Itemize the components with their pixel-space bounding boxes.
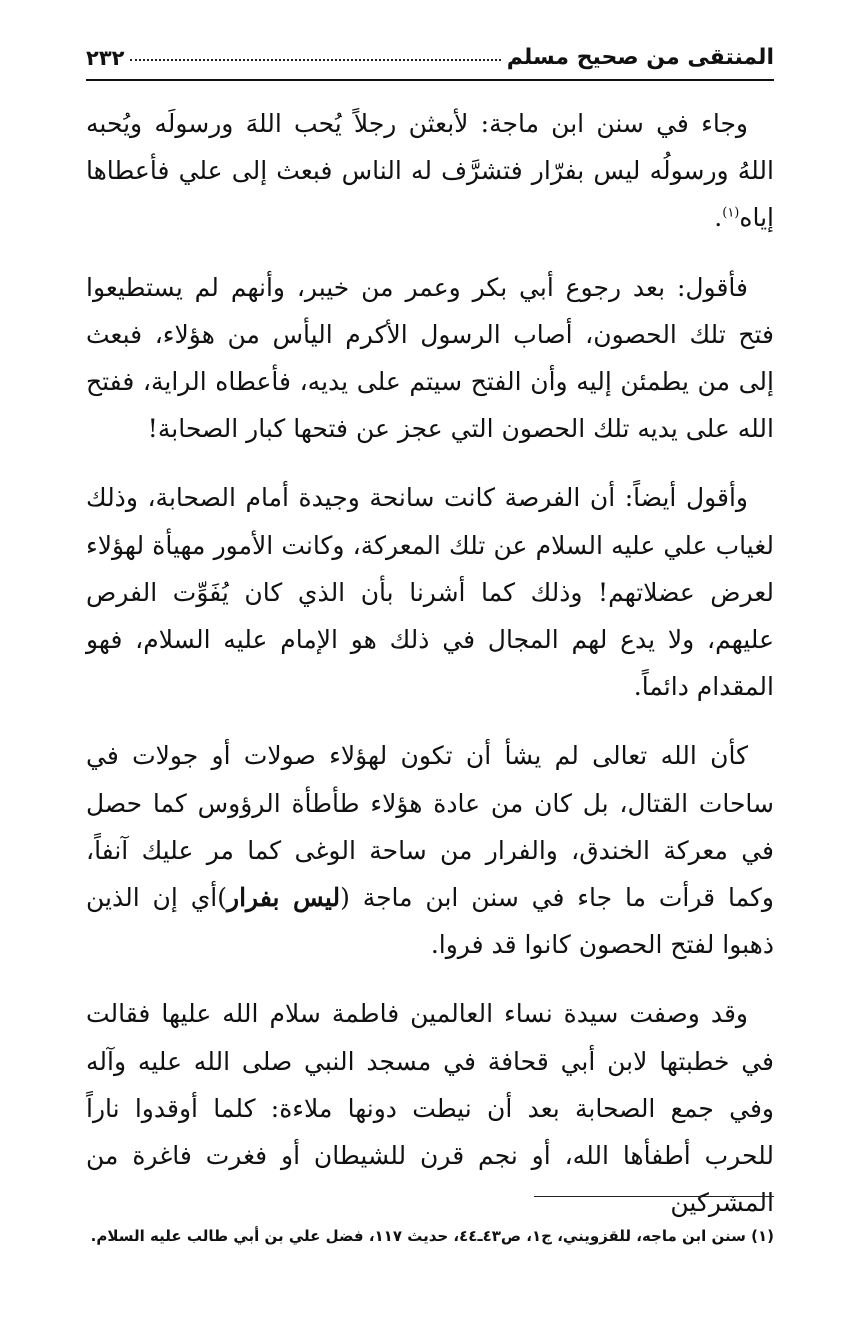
- paragraph-2: فأقول: بعد رجوع أبي بكر وعمر من خيبر، وأنهم لم يستطيعوا فتح تلك الحصون، أصاب الرسول الأكرم اليأس من هؤلاء، فبعث إلى من يطمئن إليه وأن الفتح سيتم على يديه، فأعطاه الراية، ففتح الله على يديه تلك الحصون التي عجز عن فتحها كبار الصحابة!: [86, 272, 774, 444]
- footnote-text: سنن ابن ماجه، للقزويني، ج١، ص٤٣ـ٤٤، حديث ١١٧، فضل علي بن أبي طالب عليه السلام.: [90, 1227, 746, 1245]
- footnote-rule: [534, 1196, 774, 1197]
- paragraph-4: [86, 732, 774, 968]
- footnote-number: (١): [751, 1227, 774, 1245]
- header-rule: [86, 79, 774, 81]
- main-text: [86, 100, 774, 1226]
- footnote: [86, 1224, 774, 1248]
- page-number: ٢٣٢: [86, 46, 125, 70]
- paragraph-4-bold-quote: ليس بفرار: [227, 883, 341, 913]
- header-leader-dots: [130, 59, 500, 61]
- paragraph-1-text: وجاء في سنن ابن ماجة: لأبعثن رجلاً يُحب اللهَ ورسولَه ويُحبه اللهُ ورسولُه ليس بفرّار فتشرَّف له الناس فبعث إلى علي فأعطاها إياه: [86, 109, 774, 233]
- paragraph-3: وأقول أيضاً: أن الفرصة كانت سانحة وجيدة أمام الصحابة، وذلك لغياب علي عليه السلام عن تلك المعركة، وكانت الأمور مهيأة لهؤلاء لعرض عضلاتهم! وذلك كما أشرنا بأن الذي كان يُفَوِّت الفرص عليهم، ولا يدع لهم المجال في ذلك هو الإمام عليه السلام، فهو المقدام دائماً.: [86, 483, 774, 702]
- paragraph-4-text: كأن الله تعالى لم يشأ أن تكون لهؤلاء صولات أو جولات في ساحات القتال، بل كان من عادة هؤلاء طأطأة الرؤوس كما حصل في معركة الخندق، والفرار من ساحة الوغى كما مر عليك آنفاً، وكما قرأت ما جاء في سنن ابن ماجة (: [86, 741, 775, 913]
- running-title: المنتقى من صحيح مسلم: [506, 45, 774, 70]
- paragraph-1-end: .: [714, 203, 723, 233]
- paragraph-1: [86, 100, 774, 242]
- paragraph-4-end: )أي إن الذين ذهبوا لفتح الحصون كانوا قد فروا.: [86, 883, 774, 960]
- running-header: [86, 30, 774, 70]
- paragraph-5: وقد وصفت سيدة نساء العالمين فاطمة سلام الله عليها فقالت في خطبتها لابن أبي قحافة في مسجد النبي صلى الله عليه وآله وفي جمع الصحابة بعد أن نيطت دونها ملاءة: كلما أوقدوا ناراً للحرب أطفأها الله، أو نجم قرن للشيطان أو فغرت فاغرة من المشركين: [86, 999, 774, 1218]
- footnote-marker: (١): [722, 206, 740, 222]
